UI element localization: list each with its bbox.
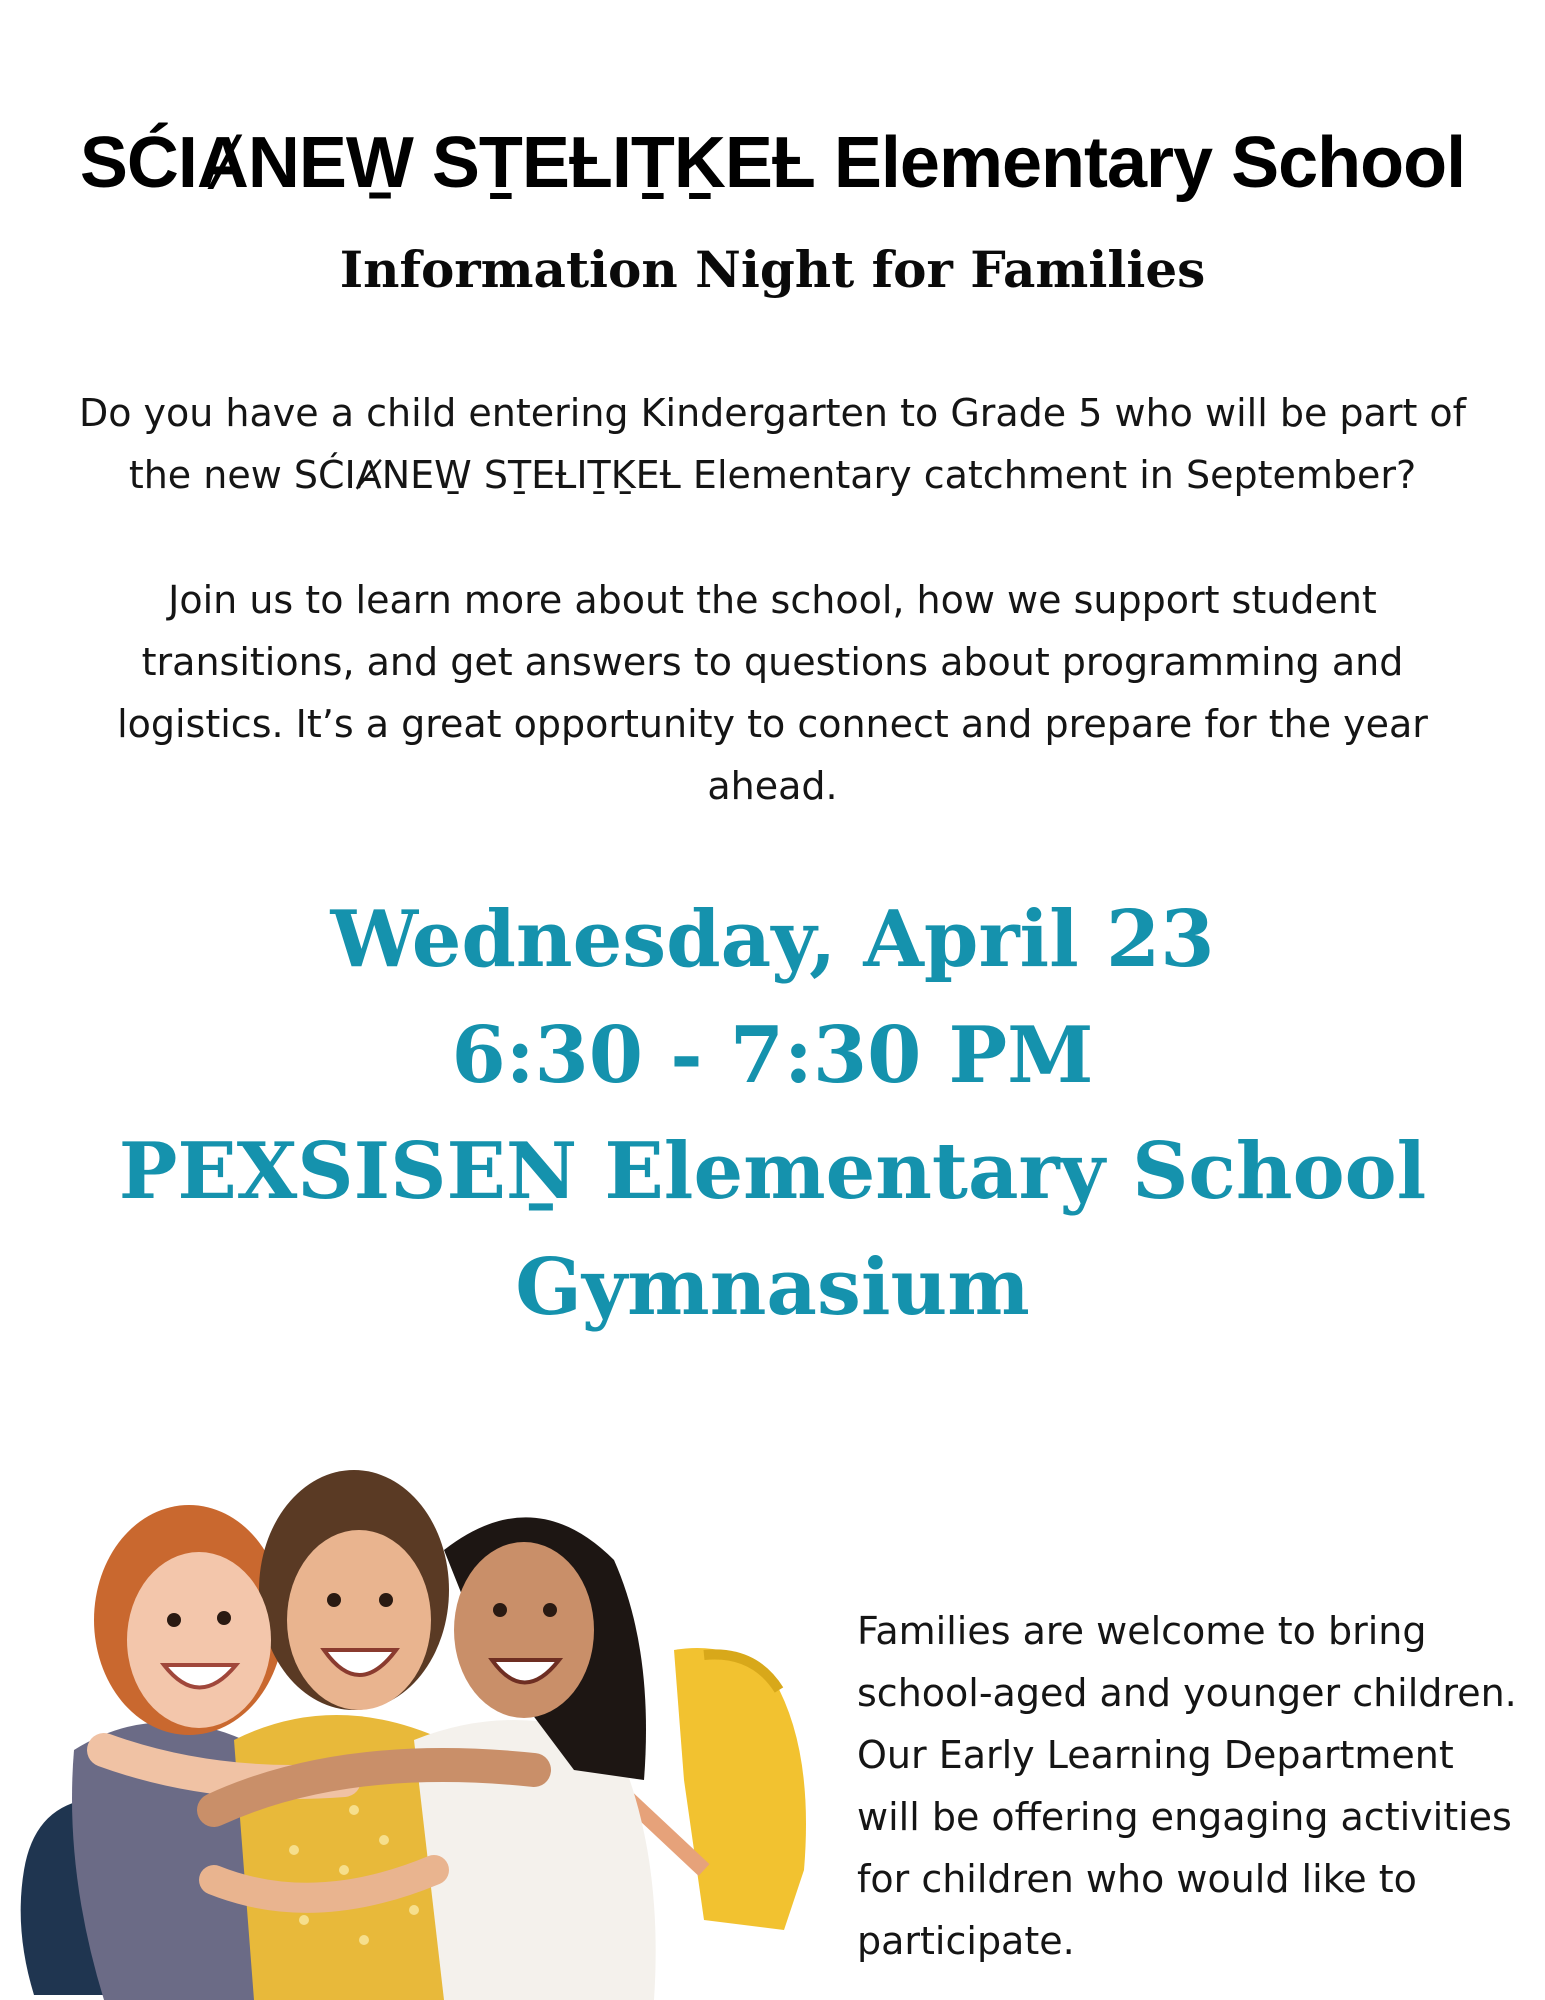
intro-paragraph-join-us: Join us to learn more about the school, how we support student transitions, and get answers to questions about programming and logistics. It’s a great opportunity to connect and prepare for the year ahead. [117,578,1428,808]
event-subtitle: Information Night for Families [339,240,1206,299]
event-date: Wednesday, April 23 [330,894,1215,985]
event-location: PEXSISEṈ Elementary School Gymnasium [118,1126,1427,1333]
families-welcome-note: Families are welcome to bring school-aged and younger children. Our Early Learning Department will be offering engaging activities for children who would like to participate. [857,1609,1517,1963]
school-title: SĆIȺNEW̱ SṮEȽIṮḴEȽ Elementary School [79,123,1466,203]
children-hugging-photo [14,1450,814,2000]
event-time: 6:30 - 7:30 PM [451,1010,1094,1101]
intro-paragraph-catchment: Do you have a child entering Kindergarten to Grade 5 who will be part of the new SĆIȺNEW̱ SṮEȽIṮḴEȽ Elementary catchment in September? [78,391,1467,497]
